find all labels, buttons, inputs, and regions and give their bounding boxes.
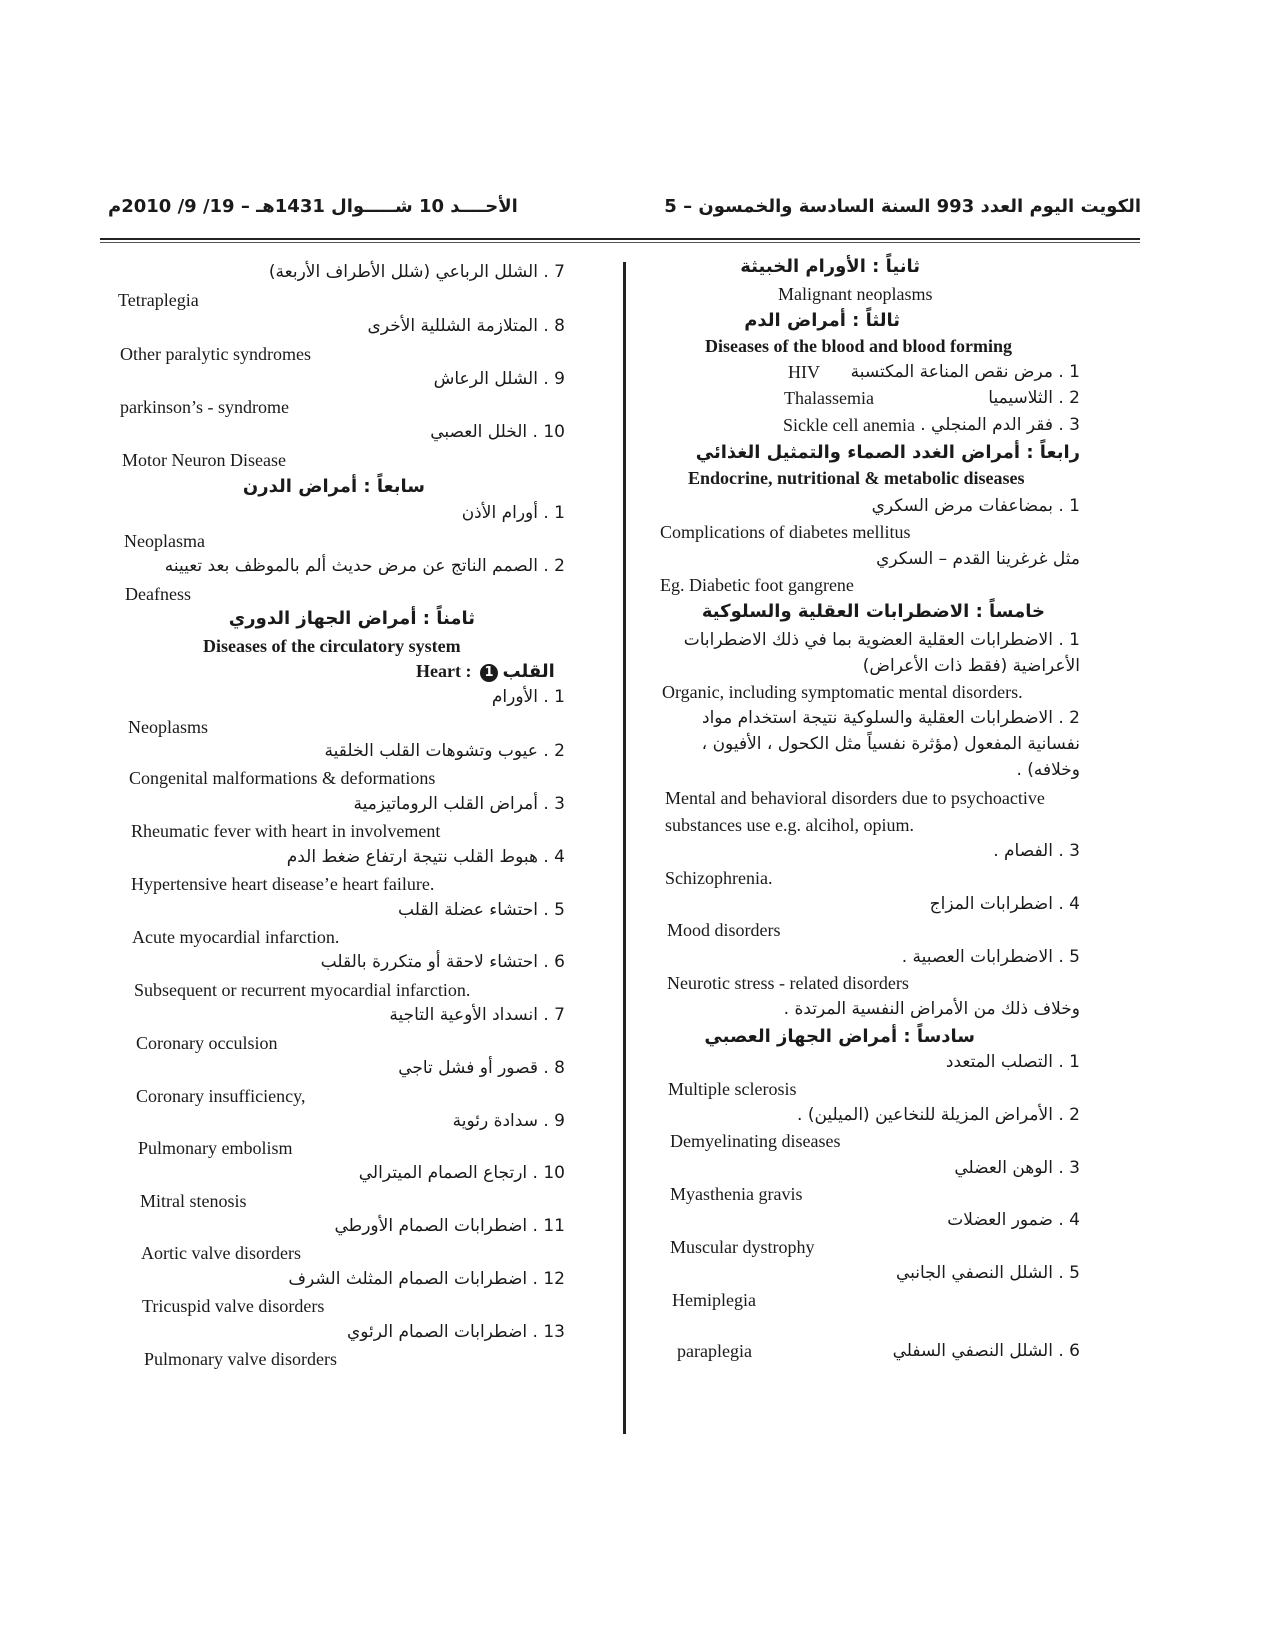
list-item-en: Coronary occulsion <box>136 1033 278 1053</box>
list-item: 5 . الشلل النصفي الجانبي <box>895 1263 1080 1283</box>
list-item: 5 . الاضطرابات العصبية . <box>901 947 1080 967</box>
list-item-en: Mood disorders <box>667 920 781 940</box>
list-item-en: Eg. Diabetic foot gangrene <box>660 575 854 595</box>
list-item-en: Neurotic stress - related disorders <box>667 973 909 993</box>
list-item-en: Coronary insufficiency, <box>136 1086 306 1106</box>
list-item: 4 . هبوط القلب نتيجة ارتفاع ضغط الدم <box>286 847 565 867</box>
list-item-en: paraplegia <box>677 1341 752 1361</box>
list-item: 12 . اضطرابات الصمام المثلث الشرف <box>288 1269 565 1289</box>
heart-heading-en: Heart : <box>416 661 472 681</box>
section-subtitle: Endocrine, nutritional & metabolic diseases <box>688 468 1025 488</box>
list-item-en: Deafness <box>125 584 191 604</box>
list-item-en: Complications of diabetes mellitus <box>660 522 911 542</box>
list-item: مثل غرغرينا القدم – السكري <box>876 549 1080 569</box>
list-item: 2 . عيوب وتشوهات القلب الخلقية <box>324 741 565 761</box>
list-item-en: Hypertensive heart disease’e heart failure. <box>131 874 435 894</box>
list-item: 3 . فقر الدم المنجلي . <box>920 415 1080 435</box>
list-item-en: parkinson’s - syndrome <box>120 397 289 417</box>
list-item: 1 . مرض نقص المناعة المكتسبة <box>850 362 1080 382</box>
list-item: 9 . الشلل الرعاش <box>433 369 565 389</box>
list-item: 4 . اضطرابات المزاج <box>929 894 1080 914</box>
list-item-en: Sickle cell anemia <box>783 415 915 435</box>
section-heading: ثانياً : الأورام الخبيثة <box>740 256 920 277</box>
header-left: الأحــــد 10 شـــــوال 1431هـ – 19/ 9/ 2010م <box>108 196 518 217</box>
list-item: 8 . قصور أو فشل تاجي <box>398 1058 565 1078</box>
list-item-en: Hemiplegia <box>672 1290 756 1310</box>
list-item-en: Rheumatic fever with heart in involvement <box>131 821 441 841</box>
list-item-en: Thalassemia <box>784 388 874 408</box>
list-item-en: Neoplasma <box>124 531 205 551</box>
section-subtitle: Diseases of the blood and blood forming <box>705 336 1013 356</box>
section-heading: رابعاً : أمراض الغدد الصماء والتمثيل الغذائي <box>695 442 1080 463</box>
list-item-en: Pulmonary embolism <box>138 1138 293 1158</box>
list-item-cont: نفسانية المفعول (مؤثرة نفسياً مثل الكحول ، الأفيون ، <box>701 734 1080 754</box>
list-item: 1 . بمضاعفات مرض السكري <box>871 496 1080 516</box>
list-item: 7 . الشلل الرباعي (شلل الأطراف الأربعة) <box>268 262 565 282</box>
list-item: 8 . المتلازمة الشللية الأخرى <box>367 316 565 336</box>
section-heading: سادساً : أمراض الجهاز العصبي <box>704 1026 975 1047</box>
list-item-en: Other paralytic syndromes <box>120 344 311 364</box>
list-item: 3 . الوهن العضلي <box>954 1158 1080 1178</box>
list-item: 6 . الشلل النصفي السفلي <box>892 1341 1080 1361</box>
section-heading: سابعاً : أمراض الدرن <box>242 476 425 497</box>
list-item: 1 . الأورام <box>491 687 565 707</box>
heart-heading-ar: القلب <box>502 661 555 682</box>
list-item: 4 . ضمور العضلات <box>947 1210 1080 1230</box>
list-item-en: Pulmonary valve disorders <box>144 1349 337 1369</box>
list-item: 2 . الثلاسيميا <box>988 388 1080 408</box>
section-heading: خامساً : الاضطرابات العقلية والسلوكية <box>701 601 1045 622</box>
section-heading: ثالثاً : أمراض الدم <box>744 310 900 331</box>
section-subtitle: Malignant neoplasms <box>778 284 933 304</box>
list-item: 10 . الخلل العصبي <box>430 422 565 442</box>
header-right: الكويت اليوم العدد 993 السنة السادسة والخمسون – 5 <box>664 196 1141 217</box>
list-item: 5 . احتشاء عضلة القلب <box>398 900 565 920</box>
list-item-en: Subsequent or recurrent myocardial infarction. <box>134 980 471 1000</box>
column-divider <box>623 262 626 1434</box>
list-item: 11 . اضطرابات الصمام الأورطي <box>334 1216 565 1236</box>
list-item: 1 . الاضطرابات العقلية العضوية بما في ذلك الاضطرابات <box>683 630 1080 650</box>
list-item-en: Tetraplegia <box>118 290 199 310</box>
list-item-en: Multiple sclerosis <box>668 1079 797 1099</box>
list-item-en: Schizophrenia. <box>665 868 773 888</box>
list-item-en: Myasthenia gravis <box>670 1184 803 1204</box>
circled-number: 1 <box>480 664 498 682</box>
list-item: 7 . انسداد الأوعية التاجية <box>389 1005 565 1025</box>
list-item-cont: وخلافه) . <box>1016 760 1080 780</box>
list-item: 3 . الفصام . <box>993 841 1080 861</box>
list-item-cont: الأعراضية (فقط ذات الأعراض) <box>862 656 1080 676</box>
list-item-en: Acute myocardial infarction. <box>132 927 340 947</box>
section-heading: ثامناً : أمراض الجهاز الدوري <box>228 608 475 629</box>
list-item: وخلاف ذلك من الأمراض النفسية المرتدة . <box>783 999 1080 1019</box>
list-item-en: Aortic valve disorders <box>141 1243 301 1263</box>
header-rule <box>100 238 1140 240</box>
list-item: 2 . الأمراض المزيلة للنخاعين (الميلين) . <box>797 1105 1080 1125</box>
header-rule-thin <box>100 242 1140 243</box>
list-item: 1 . التصلب المتعدد <box>945 1052 1080 1072</box>
list-item-en: Demyelinating diseases <box>670 1131 841 1151</box>
list-item: 3 . أمراض القلب الروماتيزمية <box>353 794 565 814</box>
heart-heading <box>416 661 555 682</box>
list-item: 2 . الاضطرابات العقلية والسلوكية نتيجة استخدام مواد <box>702 708 1080 728</box>
list-item-en: Muscular dystrophy <box>670 1237 815 1257</box>
list-item-en: Mental and behavioral disorders due to psychoactive <box>665 788 1045 808</box>
list-item-en: Congenital malformations & deformations <box>129 768 436 788</box>
list-item-en: Tricuspid valve disorders <box>142 1296 325 1316</box>
list-item: 1 . أورام الأذن <box>461 503 565 523</box>
list-item-en: Neoplasms <box>128 717 208 737</box>
list-item-en: Mitral stenosis <box>140 1191 247 1211</box>
list-item-en: Motor Neuron Disease <box>122 450 286 470</box>
list-item: 2 . الصمم الناتج عن مرض حديث ألم بالموظف بعد تعيينه <box>164 556 565 576</box>
list-item-en: Organic, including symptomatic mental disorders. <box>662 682 1023 702</box>
list-item-en: HIV <box>788 362 820 382</box>
list-item: 9 . سدادة رئوية <box>452 1111 565 1131</box>
list-item: 6 . احتشاء لاحقة أو متكررة بالقلب <box>320 952 565 972</box>
list-item-en: substances use e.g. alcihol, opium. <box>665 815 914 835</box>
list-item: 10 . ارتجاع الصمام الميترالي <box>358 1163 565 1183</box>
section-subtitle: Diseases of the circulatory system <box>203 636 461 656</box>
list-item: 13 . اضطرابات الصمام الرئوي <box>346 1322 565 1342</box>
